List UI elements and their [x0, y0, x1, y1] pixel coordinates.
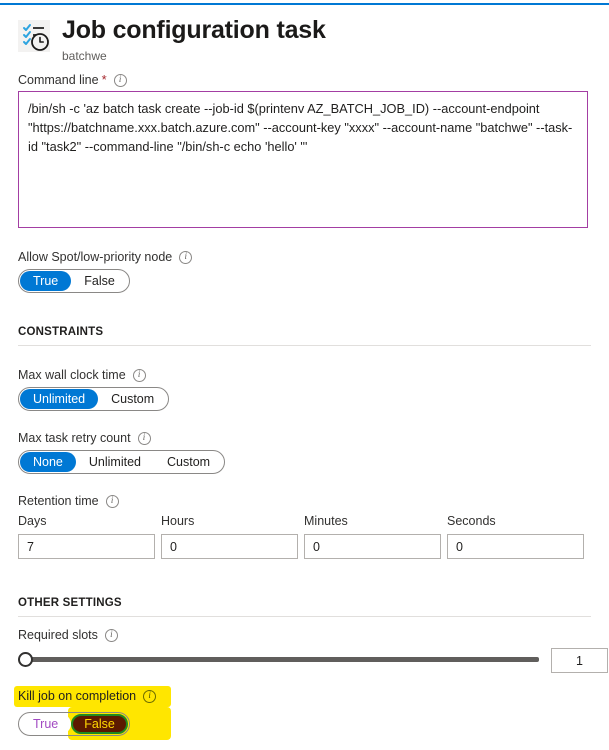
allow-spot-node-label: [18, 249, 192, 265]
retention-hours-input[interactable]: [161, 534, 298, 559]
info-icon[interactable]: i: [105, 629, 118, 642]
retention-time-label-text: Retention time: [18, 494, 99, 508]
info-icon[interactable]: i: [114, 74, 127, 87]
retention-minutes-input[interactable]: [304, 534, 441, 559]
max-wall-clock-time-toggle[interactable]: [18, 387, 169, 411]
info-icon[interactable]: i: [106, 495, 119, 508]
max-task-retry-count-toggle[interactable]: [18, 450, 225, 474]
max-task-retry-count-option-none[interactable]: None: [20, 452, 76, 472]
max-task-retry-count-label-text: Max task retry count: [18, 431, 131, 445]
page-header: [14, 14, 326, 64]
allow-spot-node-option-true[interactable]: True: [20, 271, 71, 291]
retention-hours-label: Hours: [161, 514, 195, 528]
max-wall-clock-time-label: [18, 367, 146, 383]
constraints-section-title: CONSTRAINTS: [18, 326, 104, 338]
required-slots-label: [18, 627, 118, 643]
section-divider: [18, 345, 591, 346]
retention-time-label: [18, 493, 119, 509]
command-line-input[interactable]: /bin/sh -c 'az batch task create --job-id $(printenv AZ_BATCH_JOB_ID) --account-endpoint "https://batchname.xxx.batch.azure.com" --account-key "xxxx" --account-name "batchwe" --task-id "task2" --command-line "/bin/sh-c echo 'hello' "': [18, 91, 588, 228]
slider-thumb[interactable]: [18, 652, 33, 667]
info-icon[interactable]: i: [143, 690, 156, 703]
retention-field-seconds: [447, 513, 584, 559]
retention-days-input[interactable]: [18, 534, 155, 559]
required-marker: *: [101, 72, 107, 87]
retention-seconds-input[interactable]: [447, 534, 584, 559]
max-wall-clock-time-option-custom[interactable]: Custom: [111, 392, 155, 406]
checklist-clock-icon: [14, 16, 54, 56]
page-title: Job configuration task: [62, 16, 326, 44]
max-wall-clock-time-option-unlimited[interactable]: Unlimited: [20, 389, 98, 409]
max-task-retry-count-label: [18, 430, 151, 446]
retention-time-fields: [18, 513, 591, 559]
required-slots-value-input[interactable]: [551, 648, 608, 673]
section-divider: [18, 616, 591, 617]
max-wall-clock-time-label-text: Max wall clock time: [18, 368, 126, 382]
page-subtitle: batchwe: [62, 49, 107, 63]
slider-track[interactable]: [26, 657, 539, 662]
info-icon[interactable]: i: [133, 369, 146, 382]
retention-seconds-label: Seconds: [447, 514, 496, 528]
other-settings-section-header: [18, 597, 591, 617]
info-icon[interactable]: i: [179, 251, 192, 264]
other-settings-section-title: OTHER SETTINGS: [18, 597, 122, 609]
info-icon[interactable]: i: [138, 432, 151, 445]
kill-job-option-false[interactable]: False: [71, 714, 128, 734]
retention-minutes-label: Minutes: [304, 514, 348, 528]
retention-field-minutes: [304, 513, 441, 559]
allow-spot-node-toggle[interactable]: [18, 269, 130, 293]
retention-field-hours: [161, 513, 298, 559]
max-task-retry-count-option-custom[interactable]: Custom: [167, 455, 211, 469]
retention-days-label: Days: [18, 514, 47, 528]
max-task-retry-count-option-unlimited[interactable]: Unlimited: [88, 455, 141, 469]
allow-spot-node-label-text: Allow Spot/low-priority node: [18, 250, 173, 264]
command-line-label-text: Command line: [18, 73, 99, 87]
constraints-section-header: [18, 326, 591, 346]
command-line-label: [18, 72, 127, 88]
allow-spot-node-option-false[interactable]: False: [84, 274, 115, 288]
kill-job-on-completion-label: [18, 688, 156, 704]
required-slots-label-text: Required slots: [18, 628, 98, 642]
top-accent-bar: [0, 3, 609, 5]
kill-job-on-completion-label-text: Kill job on completion: [18, 689, 137, 703]
kill-job-option-true[interactable]: True: [20, 714, 71, 734]
retention-field-days: [18, 513, 155, 559]
required-slots-slider[interactable]: [18, 648, 591, 672]
kill-job-on-completion-toggle[interactable]: [18, 712, 130, 736]
